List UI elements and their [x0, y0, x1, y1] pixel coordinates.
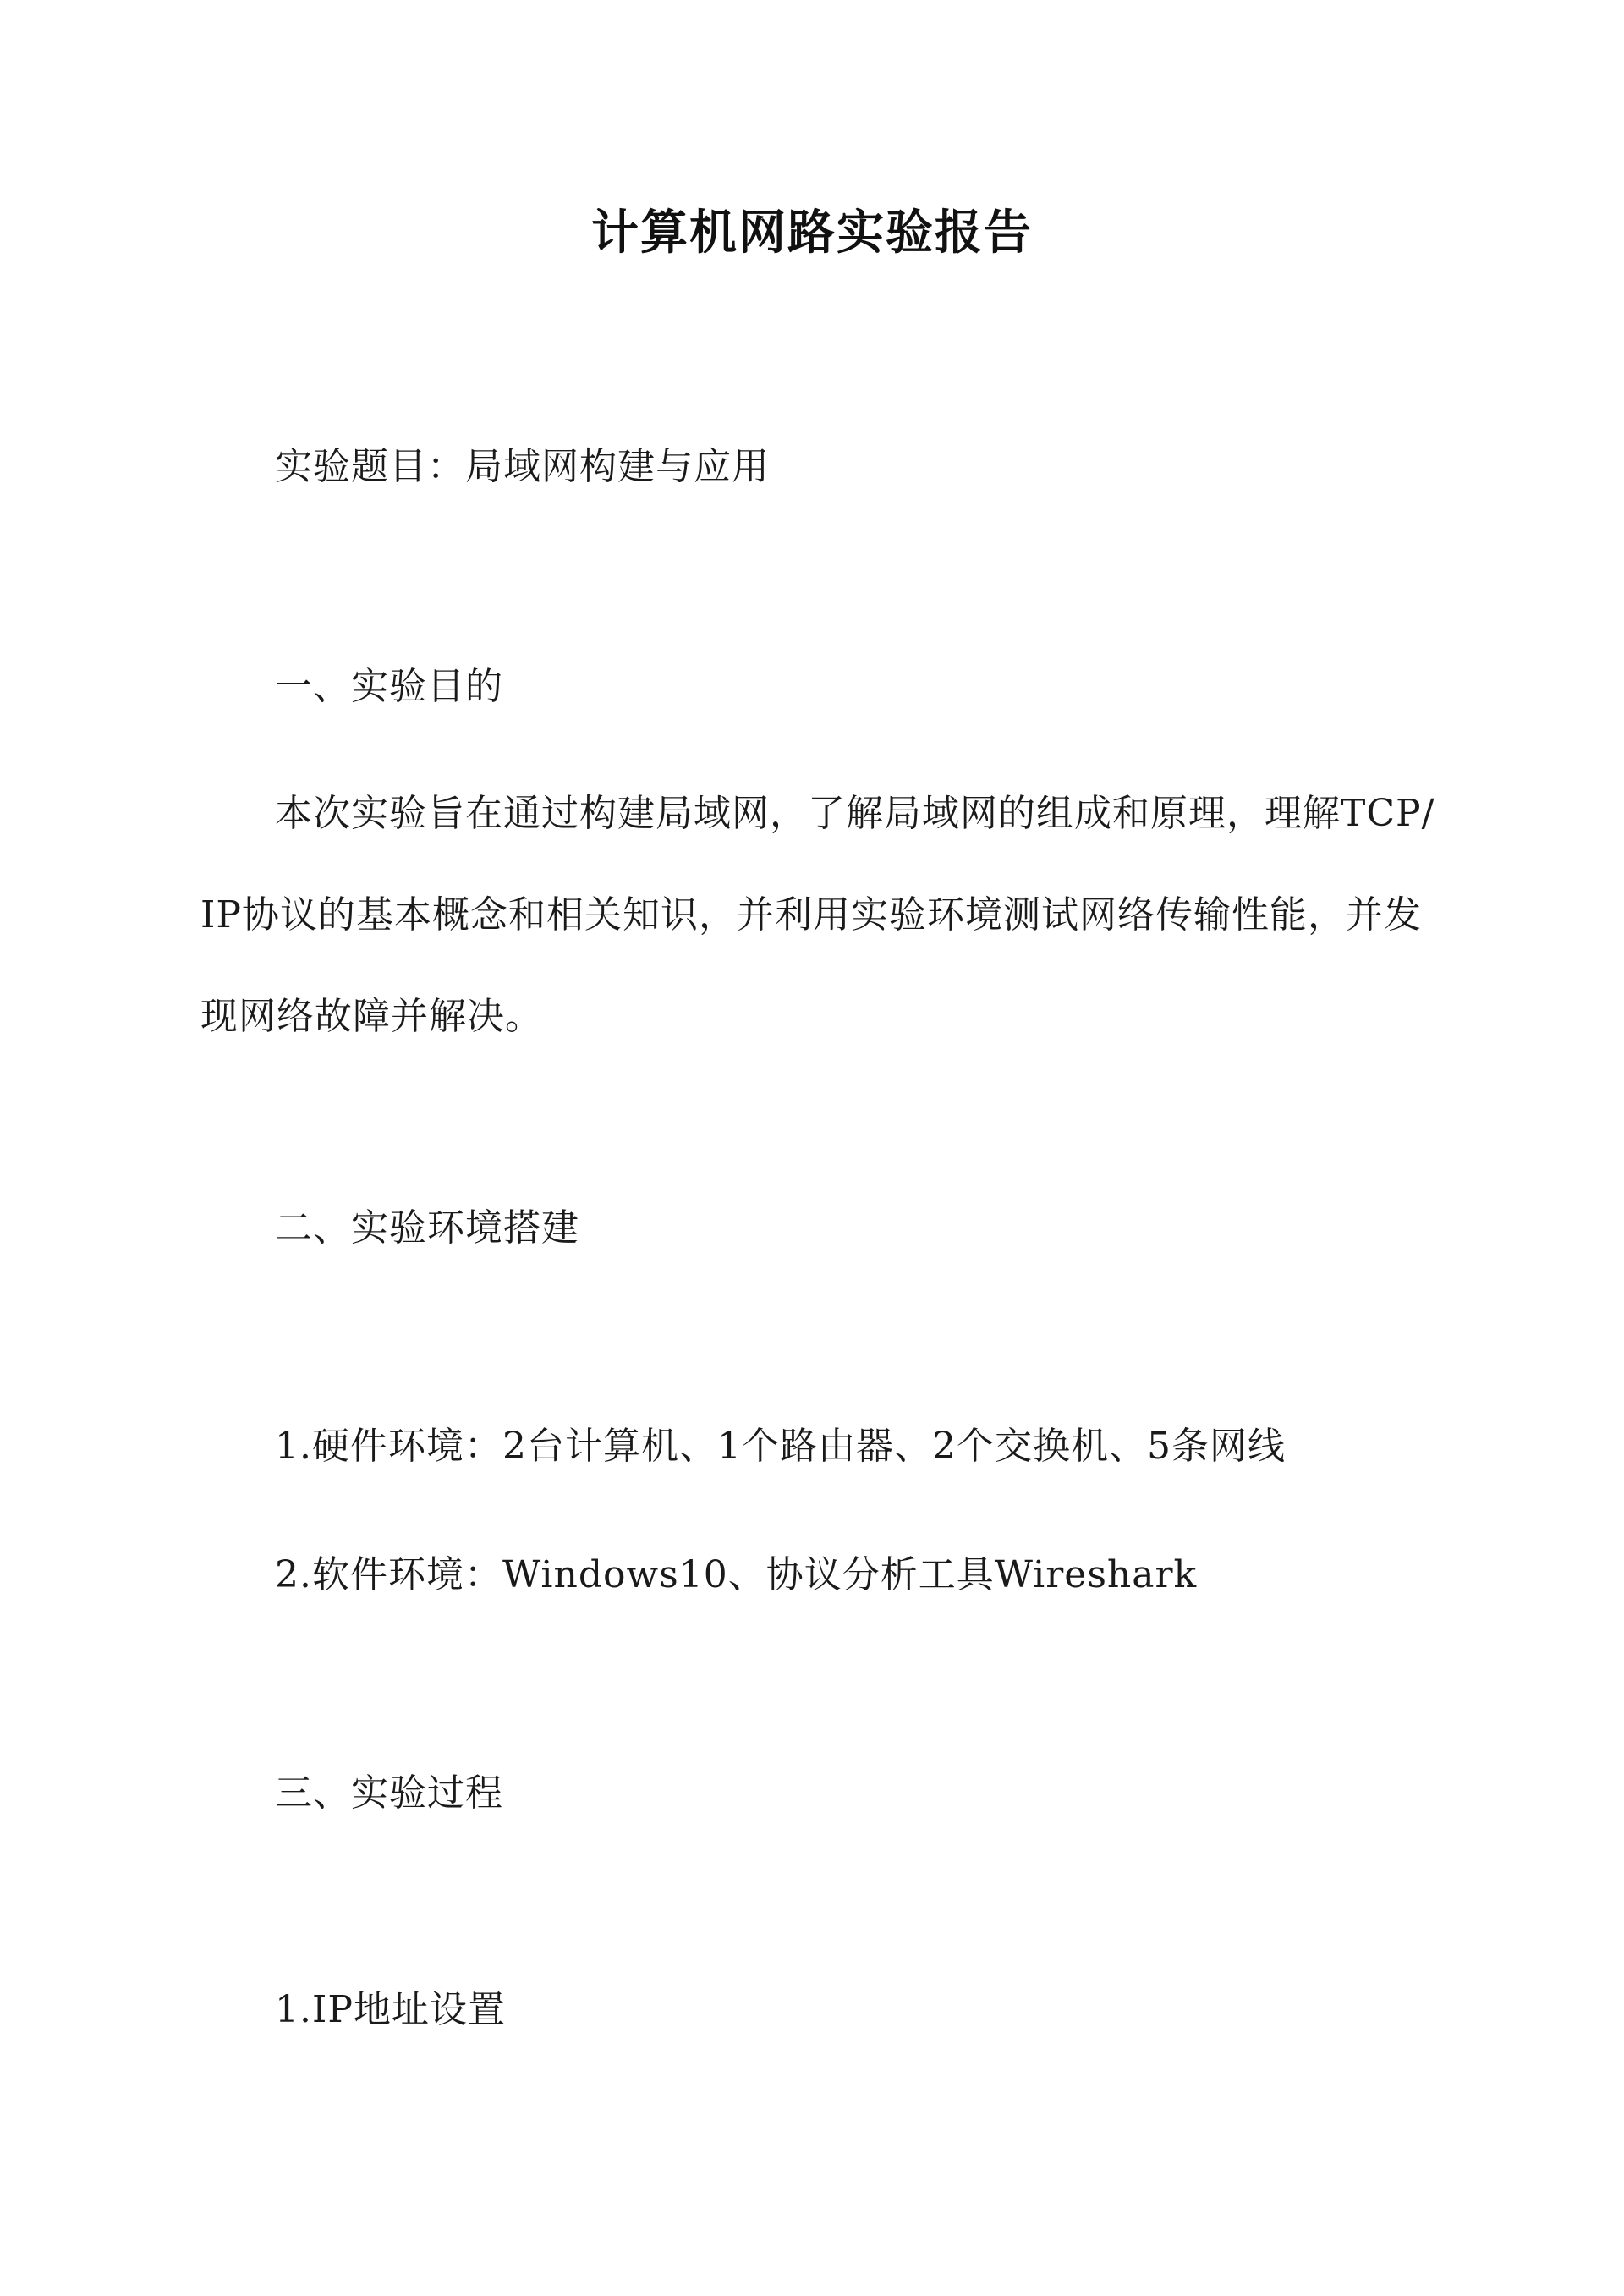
purpose-paragraph-line-3: 现网络故障并解决。 [200, 995, 543, 1038]
section-heading-process: 三、实验过程 [275, 1771, 503, 1815]
purpose-paragraph-line-1: 本次实验旨在通过构建局域网，了解局域网的组成和原理，理解TCP/ [275, 792, 1435, 835]
section-heading-environment: 二、实验环境搭建 [275, 1206, 579, 1250]
purpose-paragraph-line-2: IP协议的基本概念和相关知识，并利用实验环境测试网络传输性能，并发 [200, 893, 1422, 937]
process-item-ip-setup: 1.IP地址设置 [275, 1988, 506, 2031]
experiment-topic: 实验题目：局域网构建与应用 [275, 445, 770, 488]
section-heading-purpose: 一、实验目的 [275, 665, 503, 708]
environment-item-hardware: 1.硬件环境：2台计算机、1个路由器、2个交换机、5条网线 [275, 1425, 1286, 1468]
document-title: 计算机网路实验报告 [591, 205, 1033, 261]
environment-item-software: 2.软件环境：Windows10、协议分析工具Wireshark [275, 1553, 1198, 1596]
